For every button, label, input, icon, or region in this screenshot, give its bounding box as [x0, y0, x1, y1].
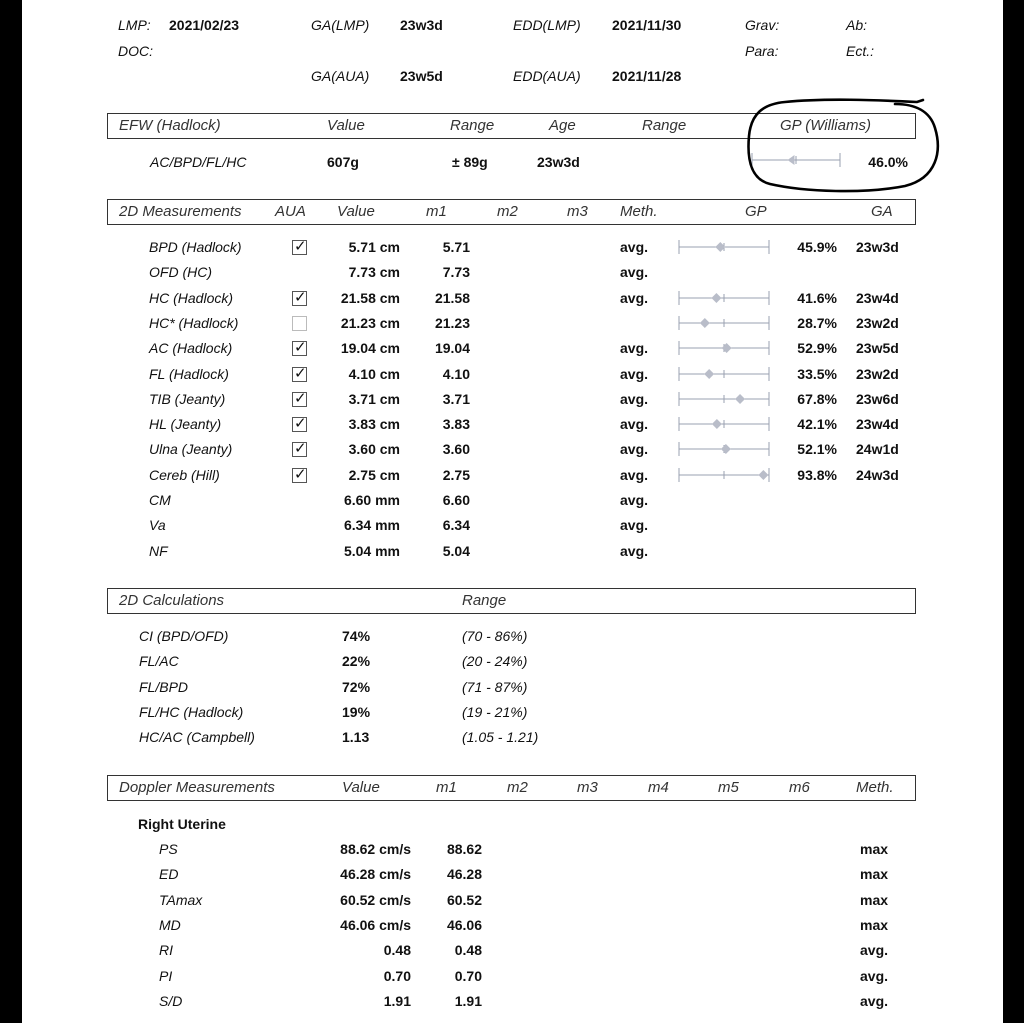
checkmark-icon: ✓ [294, 238, 307, 255]
measurement-name: Ulna (Jeanty) [149, 441, 233, 458]
measurement-ga: 23w3d [856, 239, 899, 255]
aua-checkbox-checked [292, 417, 307, 432]
measurement-m1: 5.71 [442, 239, 470, 255]
calculation-name: FL/HC (Hadlock) [139, 703, 244, 720]
doppler-method: avg. [860, 967, 889, 984]
ect-label: Ect.: [846, 43, 875, 59]
measurement-m1: 3.60 [442, 441, 470, 458]
doppler-name: S/D [159, 992, 183, 1009]
measurement-m1: 19.04 [434, 340, 470, 357]
measurement-method: avg. [620, 542, 649, 559]
doppler-m1: 0.48 [454, 942, 482, 959]
ab-label: Ab: [846, 17, 868, 33]
measurement-gp-graph [677, 414, 771, 434]
calculation-range: (1.05 - 1.21) [462, 729, 539, 746]
checkmark-icon: ✓ [294, 288, 307, 306]
measurement-value: 5.04 mm [343, 542, 400, 559]
measurement-name: HC* (Hadlock) [149, 314, 239, 331]
edd-aua-label: EDD(AUA) [513, 68, 581, 84]
gp-percentile-marker [758, 470, 768, 480]
checkmark-icon: ✓ [294, 440, 307, 458]
calculation-name: FL/BPD [139, 678, 189, 695]
measurement-value: 7.73 cm [348, 264, 400, 281]
aua-checkbox-checked [292, 240, 307, 255]
edd-lmp-label: EDD(LMP) [513, 17, 581, 33]
doppler-col-m6: m6 [789, 779, 810, 796]
doppler-col-m1: m1 [436, 779, 457, 796]
doppler-method: max [860, 891, 889, 908]
ga-aua-value: 23w5d [400, 68, 443, 84]
doppler-name: PS [159, 841, 178, 857]
measurement-gp-percent: 52.9% [797, 340, 837, 357]
measurement-method: avg. [620, 441, 649, 458]
meas-col-m2: m2 [497, 203, 518, 220]
measurement-value: 2.75 cm [348, 466, 400, 483]
doppler-m1: 60.52 [446, 891, 482, 908]
measurement-method: avg. [620, 466, 649, 483]
doppler-m1: 0.70 [454, 967, 482, 984]
measurement-name: OFD (HC) [149, 264, 212, 281]
calculation-name: HC/AC (Campbell) [139, 729, 255, 746]
efw-col-age: Age [549, 117, 576, 134]
aua-checkbox-checked [292, 442, 307, 457]
measurement-ga: 23w6d [856, 390, 899, 407]
doppler-section-title: Doppler Measurements [119, 779, 275, 796]
measurement-gp-graph [677, 338, 771, 358]
gp-percentile-marker [722, 343, 732, 353]
efw-range: ± 89g [452, 154, 488, 170]
doppler-name: PI [159, 967, 173, 984]
meas-col-value: Value [337, 203, 375, 220]
doppler-name: TAmax [159, 891, 203, 908]
calculations-section-title: 2D Calculations [119, 592, 225, 609]
measurement-name: Cereb (Hill) [149, 466, 220, 483]
measurement-gp-graph [677, 389, 771, 409]
measurement-ga: 24w3d [856, 466, 899, 483]
measurement-m1: 21.23 [434, 314, 470, 331]
doppler-method: max [860, 841, 889, 857]
measurement-gp-percent: 93.8% [797, 466, 837, 483]
doppler-col-meth: Meth. [856, 779, 894, 796]
calculation-value: 1.13 [342, 729, 370, 746]
measurement-method: avg. [620, 365, 649, 382]
measurement-gp-percent: 41.6% [797, 289, 837, 306]
calculation-value: 72% [342, 678, 371, 695]
doppler-col-value: Value [342, 779, 380, 796]
measurement-name: NF [149, 542, 168, 559]
aua-checkbox-checked [292, 364, 307, 382]
calculation-name: CI (BPD/OFD) [139, 628, 229, 644]
measurement-gp-graph [677, 364, 771, 384]
measurement-gp-graph [677, 465, 771, 485]
calculation-range: (71 - 87%) [462, 678, 528, 695]
edd-lmp-value: 2021/11/30 [612, 17, 682, 33]
checkmark-icon: ✓ [294, 415, 307, 433]
meas-col-ga: GA [871, 203, 893, 220]
measurement-gp-graph [677, 439, 771, 459]
measurement-ga: 23w5d [856, 340, 899, 357]
doppler-name: ED [159, 866, 179, 883]
measurement-m1: 21.58 [434, 289, 470, 306]
lmp-label: LMP: [118, 17, 151, 33]
measurement-gp-percent: 67.8% [797, 390, 837, 407]
measurements-header-box [107, 199, 916, 225]
measurement-name: BPD (Hadlock) [149, 239, 242, 255]
measurement-value: 21.23 cm [340, 314, 400, 331]
measurement-name: TIB (Jeanty) [149, 390, 226, 407]
measurement-m1: 2.75 [442, 466, 470, 483]
doppler-value: 1.91 [383, 992, 411, 1009]
hand-drawn-circle-annotation [745, 96, 943, 194]
meas-col-meth: Meth. [620, 203, 658, 220]
measurement-method: avg. [620, 239, 649, 255]
doppler-method: avg. [860, 942, 889, 959]
calculation-name: FL/AC [139, 653, 179, 670]
measurement-method: avg. [620, 264, 649, 281]
measurement-ga: 23w4d [856, 289, 899, 306]
doppler-m1: 46.06 [446, 916, 482, 933]
grav-label: Grav: [745, 17, 780, 33]
meas-col-m1: m1 [426, 203, 447, 220]
measurement-value: 3.71 cm [348, 390, 400, 407]
gp-percentile-marker [704, 369, 714, 379]
measurement-gp-percent: 28.7% [797, 314, 837, 331]
measurement-method: avg. [620, 390, 649, 407]
efw-section-title: EFW (Hadlock) [119, 117, 221, 134]
measurement-name: HC (Hadlock) [149, 289, 234, 306]
measurement-name: CM [149, 492, 171, 508]
doppler-value: 0.70 [383, 967, 411, 984]
measurement-m1: 4.10 [442, 365, 470, 382]
checkmark-icon: ✓ [294, 364, 307, 382]
doppler-col-m2: m2 [507, 779, 528, 796]
measurement-m1: 7.73 [442, 264, 470, 281]
ga-lmp-label: GA(LMP) [311, 17, 370, 33]
efw-gp-value: 46.0% [868, 154, 908, 170]
checkmark-icon: ✓ [294, 465, 307, 483]
measurement-m1: 3.83 [442, 416, 470, 433]
lmp-value: 2021/02/23 [169, 17, 240, 33]
measurement-name: Va [149, 517, 166, 534]
report-page [22, 0, 1003, 1023]
measurement-ga: 23w2d [856, 365, 899, 382]
measurement-method: avg. [620, 289, 649, 306]
calculation-range: (19 - 21%) [462, 703, 528, 720]
calculation-value: 22% [342, 653, 371, 670]
measurement-m1: 5.04 [442, 542, 470, 559]
doppler-value: 60.52 cm/s [340, 891, 411, 908]
efw-col-range: Range [450, 117, 495, 134]
doppler-col-m5: m5 [718, 779, 739, 796]
gp-percentile-marker [711, 293, 721, 303]
efw-col-value: Value [327, 117, 365, 134]
measurement-ga: 23w2d [856, 314, 899, 331]
measurement-m1: 6.34 [442, 517, 470, 534]
doc-label: DOC: [118, 43, 153, 59]
calculation-value: 74% [342, 628, 371, 644]
efw-col-range2: Range [642, 117, 687, 134]
doppler-header-box [107, 775, 916, 801]
measurement-value: 6.34 mm [343, 517, 400, 534]
measurement-gp-graph [677, 288, 771, 308]
gp-percentile-marker [700, 318, 710, 328]
aua-checkbox-checked [292, 341, 307, 356]
measurement-value: 5.71 cm [348, 239, 400, 255]
doppler-m1: 1.91 [454, 992, 482, 1009]
measurement-method: avg. [620, 416, 649, 433]
measurement-name: HL (Jeanty) [149, 416, 222, 433]
doppler-method: avg. [860, 992, 889, 1009]
ga-aua-label: GA(AUA) [311, 68, 370, 84]
doppler-method: max [860, 916, 889, 933]
measurement-gp-percent: 52.1% [797, 441, 837, 458]
gp-percentile-marker [735, 394, 745, 404]
doppler-col-m4: m4 [648, 779, 669, 796]
measurement-gp-percent: 42.1% [797, 416, 837, 433]
measurement-value: 3.60 cm [348, 441, 400, 458]
efw-formula: AC/BPD/FL/HC [150, 154, 247, 170]
measurement-gp-percent: 33.5% [797, 365, 837, 382]
measurement-value: 6.60 mm [343, 492, 400, 508]
aua-checkbox-checked [292, 465, 307, 483]
efw-col-gp: GP (Williams) [780, 117, 871, 134]
measurement-method: avg. [620, 340, 649, 357]
doppler-group-title: Right Uterine [138, 816, 226, 832]
doppler-m1: 88.62 [446, 841, 482, 857]
doppler-name: MD [159, 916, 181, 933]
meas-col-gp: GP [745, 203, 767, 220]
doppler-value: 88.62 cm/s [340, 841, 411, 857]
measurement-m1: 6.60 [442, 492, 470, 508]
measurement-value: 4.10 cm [348, 365, 400, 382]
doppler-m1: 46.28 [446, 866, 482, 883]
doppler-name: RI [159, 942, 173, 959]
gp-percentile-marker [712, 419, 722, 429]
measurement-ga: 24w1d [856, 441, 899, 458]
doppler-value: 0.48 [383, 942, 411, 959]
calculation-value: 19% [342, 703, 371, 720]
checkmark-icon: ✓ [294, 339, 307, 357]
measurement-value: 3.83 cm [348, 416, 400, 433]
meas-col-m3: m3 [567, 203, 588, 220]
meas-col-aua: AUA [275, 203, 306, 220]
checkmark-icon: ✓ [294, 389, 307, 407]
measurement-gp-graph [677, 313, 771, 333]
efw-age: 23w3d [537, 154, 580, 170]
efw-value: 607g [327, 154, 359, 170]
doppler-value: 46.06 cm/s [340, 916, 411, 933]
measurement-gp-percent: 45.9% [797, 239, 837, 255]
aua-checkbox-checked [292, 288, 307, 306]
measurement-value: 19.04 cm [340, 340, 400, 357]
measurement-m1: 3.71 [442, 390, 470, 407]
doppler-method: max [860, 866, 889, 883]
measurement-method: avg. [620, 492, 649, 508]
measurement-name: AC (Hadlock) [149, 340, 233, 357]
doppler-col-m3: m3 [577, 779, 598, 796]
aua-checkbox-checked [292, 389, 307, 407]
para-label: Para: [745, 43, 779, 59]
calculation-range: (70 - 86%) [462, 628, 528, 644]
calculations-header-box [107, 588, 916, 614]
doppler-value: 46.28 cm/s [340, 866, 411, 883]
calc-col-range: Range [462, 592, 507, 609]
measurement-name: FL (Hadlock) [149, 365, 229, 382]
measurement-value: 21.58 cm [340, 289, 400, 306]
measurements-section-title: 2D Measurements [119, 203, 242, 220]
measurement-gp-graph [677, 237, 771, 257]
measurement-method: avg. [620, 517, 649, 534]
calculation-range: (20 - 24%) [462, 653, 528, 670]
edd-aua-value: 2021/11/28 [612, 68, 682, 84]
measurement-ga: 23w4d [856, 416, 899, 433]
ga-lmp-value: 23w3d [400, 17, 443, 33]
aua-checkbox-unchecked [292, 316, 307, 331]
gp-percentile-marker [721, 444, 731, 454]
